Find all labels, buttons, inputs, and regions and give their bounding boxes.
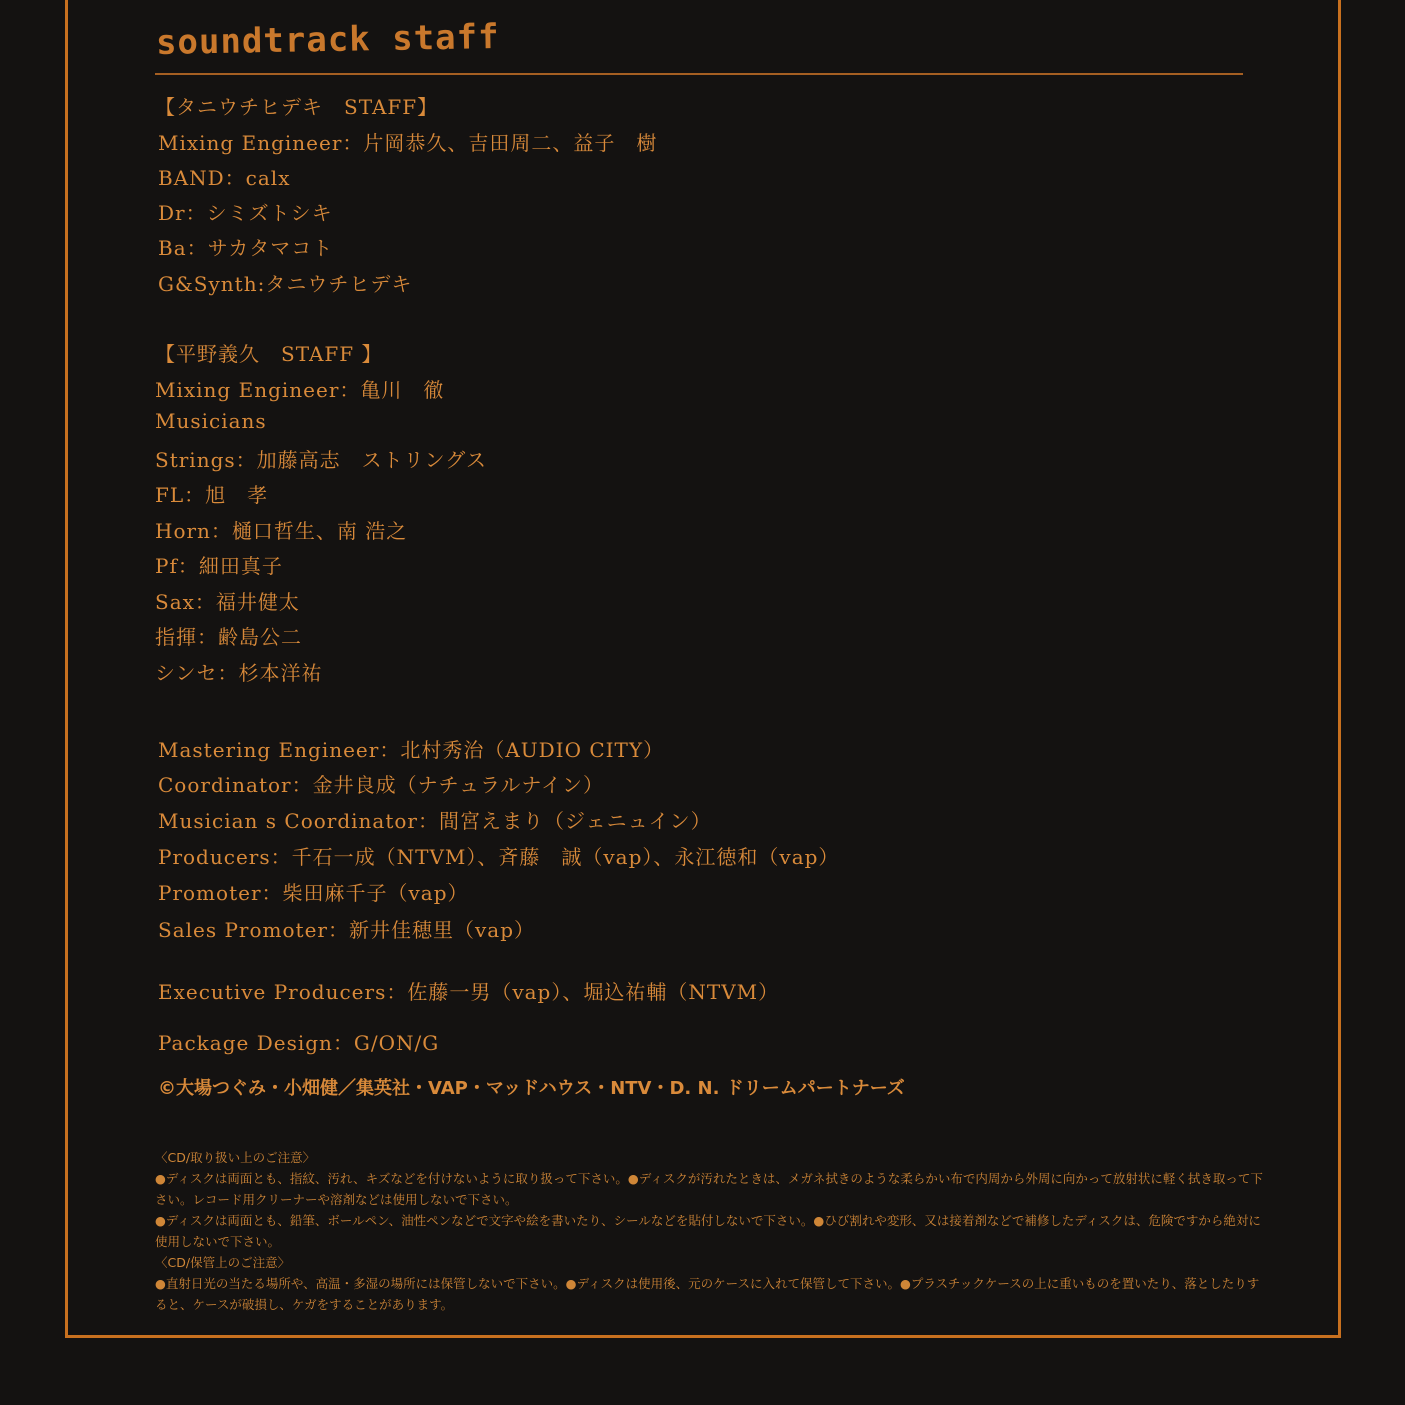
credit-line: Mastering Engineer：北村秀治（AUDIO CITY） <box>158 738 665 762</box>
credit-line: G&Synth:タニウチヒデキ <box>158 272 413 296</box>
caution-heading: 〈CD/保管上のご注意〉 <box>155 1255 291 1270</box>
credit-line: Ba：サカタマコト <box>158 236 334 260</box>
credit-line: シンセ：杉本洋祐 <box>155 661 323 685</box>
caution-paragraph: ●ディスクは両面とも、鉛筆、ボールペン、油性ペンなどで文字や絵を書いたり、シールなどを貼付しないで下さい。●ひび割れや変形、又は接着剤などで補修したディスクは、危険ですから絶対に使用しないで下さい。 <box>155 1213 1261 1249</box>
credit-line: Dr：シミズトシキ <box>158 201 333 225</box>
credit-line: 指揮：齢島公二 <box>155 625 302 649</box>
credit-line: Mixing Engineer：亀川 徹 <box>155 378 445 402</box>
title-underline <box>155 73 1243 75</box>
credit-line: Producers：千石一成（NTVM）、斉藤 誠（vap）、永江徳和（vap） <box>158 845 840 869</box>
page-title: soundtrack staff <box>155 17 500 63</box>
credit-line: Pf：細田真子 <box>155 554 283 578</box>
credit-line: BAND：calx <box>158 166 291 190</box>
credit-line: FL：旭 孝 <box>155 483 269 507</box>
caution-heading: 〈CD/取り扱い上のご注意〉 <box>155 1150 316 1165</box>
credit-line: Promoter：柴田麻千子（vap） <box>158 881 469 905</box>
credit-line: Executive Producers：佐藤一男（vap）、堀込祐輔（NTVM） <box>158 980 780 1004</box>
credit-line: Sales Promoter：新井佳穂里（vap） <box>158 918 536 942</box>
credit-line: Horn：樋口哲生、南 浩之 <box>155 519 408 543</box>
credit-line: Strings：加藤高志 ストリングス <box>155 448 488 472</box>
credit-line: Musician s Coordinator：間宮えまり（ジェニュイン） <box>158 809 712 833</box>
credit-line: Coordinator：金井良成（ナチュラルナイン） <box>158 773 604 797</box>
cd-caution-notes <box>155 1147 1270 1315</box>
section-heading-hirano: 【平野義久 STAFF 】 <box>155 342 383 366</box>
credit-line: Package Design：G/ON/G <box>158 1031 440 1055</box>
section-heading-taniuchi: 【タニウチヒデキ STAFF】 <box>155 95 439 119</box>
copyright-notice: ©大場つぐみ・小畑健／集英社・VAP・マッドハウス・NTV・D. N. ドリームパートナーズ <box>158 1078 905 1099</box>
credit-line: Mixing Engineer：片岡恭久、吉田周二、益子 樹 <box>158 131 658 155</box>
caution-paragraph: ●ディスクは両面とも、指紋、汚れ、キズなどを付けないように取り扱って下さい。●ディスクが汚れたときは、メガネ拭きのような柔らかい布で内周から外周に向かって放射状に軽く拭き取って下さい。レコード用クリーナーや溶剤などは使用しないで下さい。 <box>155 1171 1263 1207</box>
credit-line: Musicians <box>155 409 267 433</box>
caution-paragraph: ●直射日光の当たる場所や、高温・多湿の場所には保管しないで下さい。●ディスクは使用後、元のケースに入れて保管して下さい。●プラスチックケースの上に重いものを置いたり、落としたりすると、ケースが破損し、ケガをすることがあります。 <box>155 1276 1260 1312</box>
credit-line: Sax：福井健太 <box>155 590 300 614</box>
